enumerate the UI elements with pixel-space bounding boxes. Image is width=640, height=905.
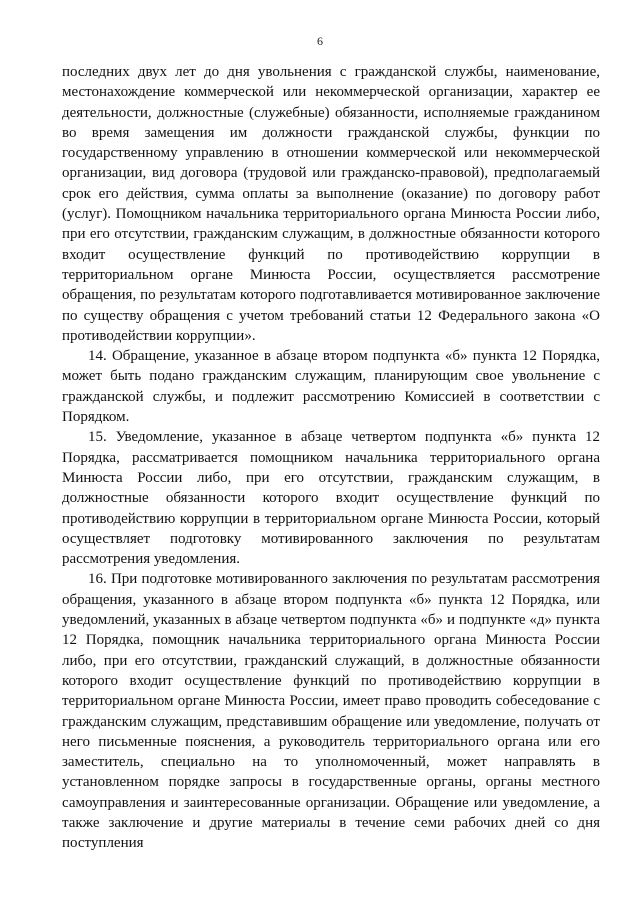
paragraph-16: 16. При подготовке мотивированного заключения по результатам рассмотрения обращения, указанного в абзаце втором подпункта «б» пункта 12 Порядка, или уведомлений, указанных в абзаце четвертом подпункта «б» и подпункте «д» пункта 12 Порядка, помощник начальника территориального органа Минюста России либо, при его отсутствии, гражданский служащий, в должностные обязанности которого входит осуществление функций по противодействию коррупции в территориальном органе Минюста России, имеет право проводить собеседование с гражданским служащим, представившим обращение или уведомление, получать от него письменные пояснения, а руководитель территориального органа или его заместитель, специально на то уполномоченный, может направлять в установленном порядке запросы в государственные органы, органы местного самоуправления и заинтересованные организации. Обращение или уведомление, а также заключение и другие материалы в течение семи рабочих дней со дня поступления xyxy=(62,571,600,852)
paragraph-14: 14. Обращение, указанное в абзаце втором подпункта «б» пункта 12 Порядка, может быть подано гражданским служащим, планирующим свое увольнение с гражданской службы, и подлежит рассмотрению Комиссией в соответствии с Порядком. xyxy=(62,348,600,426)
paragraph-15: 15. Уведомление, указанное в абзаце четвертом подпункта «б» пункта 12 Порядка, рассматривается помощником начальника территориального органа Минюста России либо, при его отсутствии, гражданским служащим, в должностные обязанности которого входит осуществление функций по противодействию коррупции в территориальном органе Минюста России, который осуществляет подготовку мотивированного заключения по результатам рассмотрения уведомления. xyxy=(62,429,600,568)
page-number: 6 xyxy=(317,34,323,48)
document-body xyxy=(62,62,600,854)
paragraph-continuation: последних двух лет до дня увольнения с гражданской службы, наименование, местонахождение коммерческой или некоммерческой организации, характер ее деятельности, должностные (служебные) обязанности, исполняемые гражданином во время замещения им должности гражданской службы, функции по государственному управлению в отношении коммерческой или некоммерческой организации, вид договора (трудовой или гражданско-правовой), предполагаемый срок его действия, сумма оплаты за выполнение (оказание) по договору работ (услуг). Помощником начальника территориального органа Минюста России либо, при его отсутствии, гражданским служащим, в должностные обязанности которого входит осуществление функций по противодействию коррупции в территориальном органе Минюста России, осуществляется рассмотрение обращения, по результатам которого подготавливается мотивированное заключение по существу обращения с учетом требований статьи 12 Федерального закона «О противодействии коррупции». xyxy=(62,64,600,344)
